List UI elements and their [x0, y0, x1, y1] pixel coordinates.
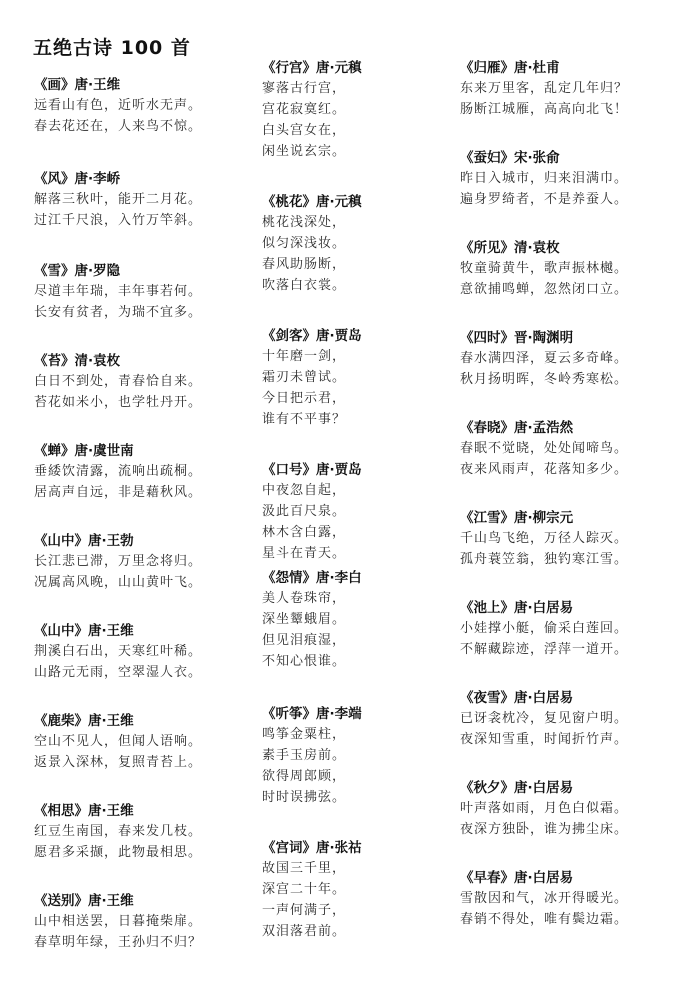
poem-title: 《宫词》唐·张祜 — [262, 840, 362, 856]
poem-title: 《四时》晋·陶渊明 — [460, 330, 574, 346]
poem-line: 况属高风晚，山山黄叶飞。 — [34, 575, 203, 590]
poem-line: 不知心恨谁。 — [262, 654, 347, 669]
poem-title: 《秋夕》唐·白居易 — [460, 780, 574, 796]
poem-line: 寥落古行宫， — [262, 81, 347, 96]
poem-line: 千山鸟飞绝，万径人踪灭。 — [460, 531, 629, 546]
poem — [460, 508, 670, 570]
poem — [262, 58, 472, 162]
poem — [460, 148, 670, 210]
poem-line: 中夜忽自起， — [262, 483, 347, 498]
poem-line: 尽道丰年瑞，丰年事若何。 — [34, 284, 203, 299]
poem-line: 过江千尺浪，入竹万竿斜。 — [34, 213, 203, 228]
poem-line: 荆溪白石出，天寒红叶稀。 — [34, 644, 203, 659]
poem-title: 《相思》唐·王维 — [34, 803, 134, 819]
poem-line: 时时误拂弦。 — [262, 790, 347, 805]
poem-line: 雪散因和气，冰开得暖光。 — [460, 891, 629, 906]
poem — [262, 460, 472, 564]
poem — [460, 868, 670, 930]
poem-line: 长安有贫者，为瑞不宜多。 — [34, 305, 203, 320]
poem-line: 肠断江城雁，高高向北飞！ — [460, 102, 629, 117]
poem-line: 山路元无雨，空翠湿人衣。 — [34, 665, 203, 680]
poem-title: 《山中》唐·王勃 — [34, 533, 134, 549]
poem-line: 遍身罗绮者，不是养蚕人。 — [460, 192, 629, 207]
poem-line: 苔花如米小，也学牡丹开。 — [34, 395, 203, 410]
poem-line: 欲得周郎顾， — [262, 769, 347, 784]
poem-line: 意欲捕鸣蝉，忽然闭口立。 — [460, 282, 629, 297]
poem-line: 已讶衾枕冷，复见窗户明。 — [460, 711, 629, 726]
poem-title: 《画》唐·王维 — [34, 77, 121, 93]
poem-line: 东来万里客，乱定几年归？ — [460, 81, 629, 96]
poem — [460, 418, 670, 480]
poem-line: 垂緌饮清露，流响出疏桐。 — [34, 464, 203, 479]
poem-line: 故国三千里， — [262, 861, 347, 876]
poem — [262, 326, 472, 430]
poem — [460, 688, 670, 750]
poem-line: 孤舟蓑笠翁，独钓寒江雪。 — [460, 552, 629, 567]
poem — [460, 778, 670, 840]
poem-line: 叶声落如雨，月色白似霜。 — [460, 801, 629, 816]
poem-line: 解落三秋叶，能开二月花。 — [34, 192, 203, 207]
poem — [262, 838, 472, 942]
poem-title: 《早春》唐·白居易 — [460, 870, 574, 886]
poem-title: 《池上》唐·白居易 — [460, 600, 574, 616]
poem — [460, 58, 670, 120]
poem — [34, 441, 244, 503]
poem-line: 白头宫女在， — [262, 123, 347, 138]
poem — [34, 351, 244, 413]
poem-line: 秋月扬明晖，冬岭秀寒松。 — [460, 372, 629, 387]
poem-line: 返景入深林，复照青苔上。 — [34, 755, 203, 770]
poem-line: 深坐颦蛾眉。 — [262, 612, 347, 627]
poem-title: 《鹿柴》唐·王维 — [34, 713, 134, 729]
poem-title: 《怨情》唐·李白 — [262, 570, 362, 586]
poem-title: 《山中》唐·王维 — [34, 623, 134, 639]
poem-line: 夜来风雨声，花落知多少。 — [460, 462, 629, 477]
poem-line: 小娃撑小艇，偷采白莲回。 — [460, 621, 629, 636]
poem-title: 《江雪》唐·柳宗元 — [460, 510, 574, 526]
poem-line: 吹落白衣裳。 — [262, 278, 347, 293]
poem — [34, 891, 244, 953]
poem-line: 素手玉房前。 — [262, 748, 347, 763]
poem-title: 《剑客》唐·贾岛 — [262, 328, 362, 344]
poem — [262, 568, 472, 672]
poem-title: 《行宫》唐·元稹 — [262, 60, 362, 76]
poem-line: 春眠不觉晓，处处闻啼鸟。 — [460, 441, 629, 456]
poem-line: 一声何满子， — [262, 903, 347, 918]
poem-line: 霜刃未曾试。 — [262, 370, 347, 385]
poem-line: 夜深知雪重，时闻折竹声。 — [460, 732, 629, 747]
poem-line: 林木含白露， — [262, 525, 347, 540]
poem — [460, 328, 670, 390]
poem-line: 桃花浅深处， — [262, 215, 347, 230]
poem-line: 今日把示君， — [262, 391, 347, 406]
poem — [34, 801, 244, 863]
poem-title: 《桃花》唐·元稹 — [262, 194, 362, 210]
poem-line: 双泪落君前。 — [262, 924, 347, 939]
poem — [34, 261, 244, 323]
poem-line: 白日不到处，青春恰自来。 — [34, 374, 203, 389]
poem-title: 《风》唐·李峤 — [34, 171, 121, 187]
poem — [34, 711, 244, 773]
poem-line: 星斗在青天。 — [262, 546, 347, 561]
poem-title: 《听筝》唐·李端 — [262, 706, 362, 722]
poem-line: 不解藏踪迹，浮萍一道开。 — [460, 642, 629, 657]
poem-title: 《春晓》唐·孟浩然 — [460, 420, 574, 436]
poem — [460, 238, 670, 300]
poem-title: 《蝉》唐·虞世南 — [34, 443, 134, 459]
poem-title: 《送别》唐·王维 — [34, 893, 134, 909]
poem-line: 深宫二十年。 — [262, 882, 347, 897]
poem-line: 美人卷珠帘， — [262, 591, 347, 606]
poem-line: 夜深方独卧，谁为拂尘床。 — [460, 822, 629, 837]
poem — [34, 621, 244, 683]
poem-title: 《归雁》唐·杜甫 — [460, 60, 560, 76]
poem — [34, 75, 244, 137]
poem-line: 山中相送罢，日暮掩柴扉。 — [34, 914, 203, 929]
poem-line: 空山不见人，但闻人语响。 — [34, 734, 203, 749]
poem — [262, 704, 472, 808]
poem-line: 鸣筝金粟柱， — [262, 727, 347, 742]
poem-line: 春水满四泽，夏云多奇峰。 — [460, 351, 629, 366]
poem-line: 远看山有色，近听水无声。 — [34, 98, 203, 113]
poem-line: 宫花寂寞红。 — [262, 102, 347, 117]
poem-line: 似匀深浅妆。 — [262, 236, 347, 251]
poem-line: 愿君多采撷，此物最相思。 — [34, 845, 203, 860]
poem-title: 《夜雪》唐·白居易 — [460, 690, 574, 706]
poem — [34, 531, 244, 593]
poem-line: 昨日入城市，归来泪满巾。 — [460, 171, 629, 186]
poem-line: 居高声自远，非是藉秋风。 — [34, 485, 203, 500]
poem-line: 春风助肠断， — [262, 257, 347, 272]
poem-line: 闲坐说玄宗。 — [262, 144, 347, 159]
page-title: 五绝古诗 100 首 — [33, 37, 191, 59]
poem — [34, 169, 244, 231]
poem-line: 春去花还在，人来鸟不惊。 — [34, 119, 203, 134]
poem-title: 《雪》唐·罗隐 — [34, 263, 121, 279]
poem — [460, 598, 670, 660]
poem-title: 《蚕妇》宋·张俞 — [460, 150, 560, 166]
poem-line: 红豆生南国，春来发几枝。 — [34, 824, 203, 839]
poem-line: 十年磨一剑， — [262, 349, 347, 364]
poem — [262, 192, 472, 296]
poem-line: 长江悲已滞，万里念将归。 — [34, 554, 203, 569]
poem-line: 但见泪痕湿， — [262, 633, 347, 648]
poem-line: 汲此百尺泉。 — [262, 504, 347, 519]
poem-title: 《所见》清·袁枚 — [460, 240, 560, 256]
poem-line: 牧童骑黄牛，歌声振林樾。 — [460, 261, 629, 276]
poem-line: 春销不得处，唯有鬓边霜。 — [460, 912, 629, 927]
poem-line: 春草明年绿，王孙归不归？ — [34, 935, 203, 950]
poem-title: 《苔》清·袁枚 — [34, 353, 121, 369]
poem-title: 《口号》唐·贾岛 — [262, 462, 362, 478]
poem-line: 谁有不平事？ — [262, 412, 347, 427]
